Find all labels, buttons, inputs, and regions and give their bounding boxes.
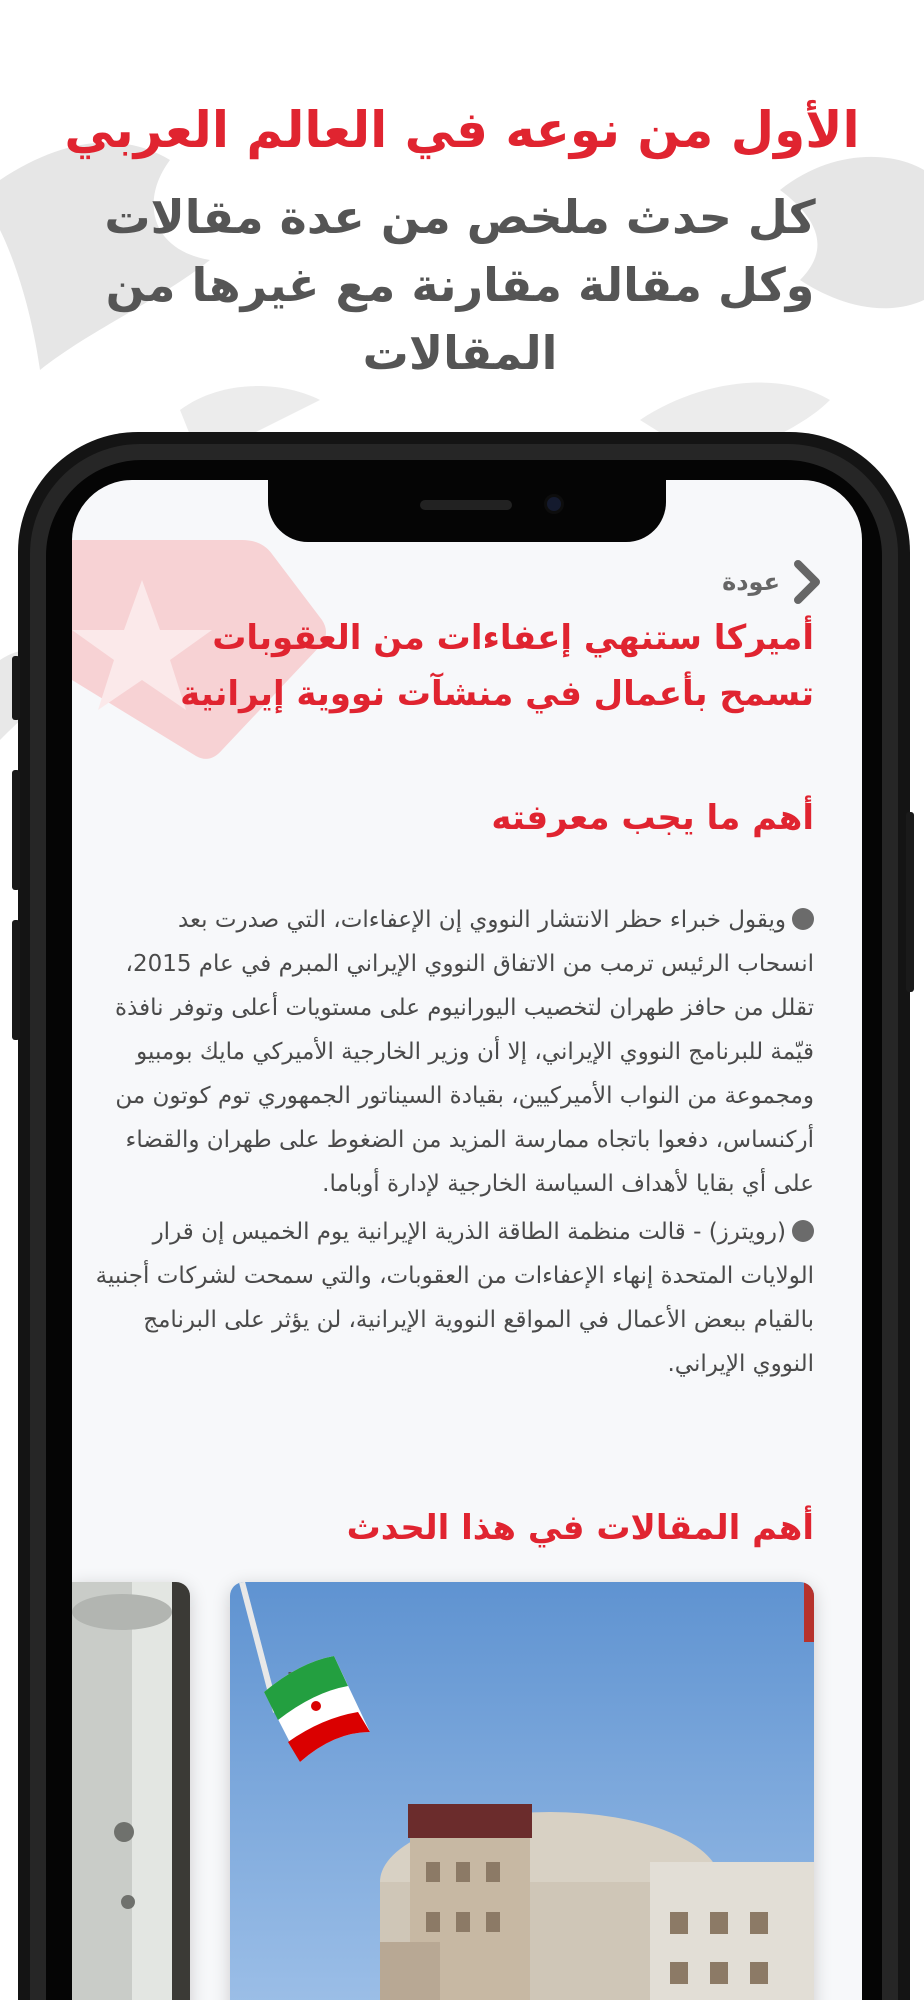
bullet-icon [792,908,814,930]
chevron-right-icon [792,560,822,604]
article-image [230,1582,814,2000]
phone-side-button [12,656,20,720]
back-button[interactable] [722,560,822,604]
bullet-text: ويقول خبراء حظر الانتشار النووي إن الإعفاءات، التي صدرت بعد انسحاب الرئيس ترمب من الاتفاق النووي الإيراني المبرم في عام 2015، تقلل من حافز طهران لتخصيب اليورانيوم على مستويات أعلى وتوفر نافذة قيّمة للبرنامج النووي الإيراني، إلا أن وزير الخارجية الأميركي مايك بومبيو ومجموعة من النواب الأميركيين، بقيادة السيناتور الجمهوري توم كوتون من أركنساس، دفعوا باتجاه ممارسة المزيد من الضغوط على طهران والقضاء على أي بقايا لأهداف السياسة الخارجية لإدارة أوباما. [115,907,814,1197]
articles-heading: أهم المقالات في هذا الحدث [346,1508,814,1548]
phone-camera [544,494,564,514]
key-points-heading: أهم ما يجب معرفته [491,798,814,838]
phone-side-button [12,770,20,890]
article-card[interactable] [230,1582,814,2000]
phone-notch [268,480,666,542]
promo-subtitle: كل حدث ملخص من عدة مقالات وكل مقالة مقارنة مع غيرها من المقالات [104,190,816,380]
phone-speaker [420,500,512,510]
back-label: عودة [722,568,780,596]
promo-title: الأول من نوعه في العالم العربي [64,101,860,159]
phone-side-button [12,920,20,1040]
bullet-text: (رويترز) - قالت منظمة الطاقة الذرية الإيرانية يوم الخميس إن قرار الولايات المتحدة إنهاء الإعفاءات من العقوبات، والتي سمحت لشركات أجنبية بالقيام ببعض الأعمال في المواقع النووية الإيرانية، لن يؤثر على البرنامج النووي الإيراني. [95,1219,814,1377]
article-image [72,1582,190,2000]
phone-side-button [906,812,914,992]
key-points-list [94,898,814,1390]
article-title: أميركا ستنهي إعفاءات من العقوبات تسمح بأعمال في منشآت نووية إيرانية [180,618,814,714]
app-screen [72,480,862,2000]
list-item [94,1210,814,1386]
bullet-icon [792,1220,814,1242]
article-card[interactable] [72,1582,190,2000]
list-item [94,898,814,1206]
